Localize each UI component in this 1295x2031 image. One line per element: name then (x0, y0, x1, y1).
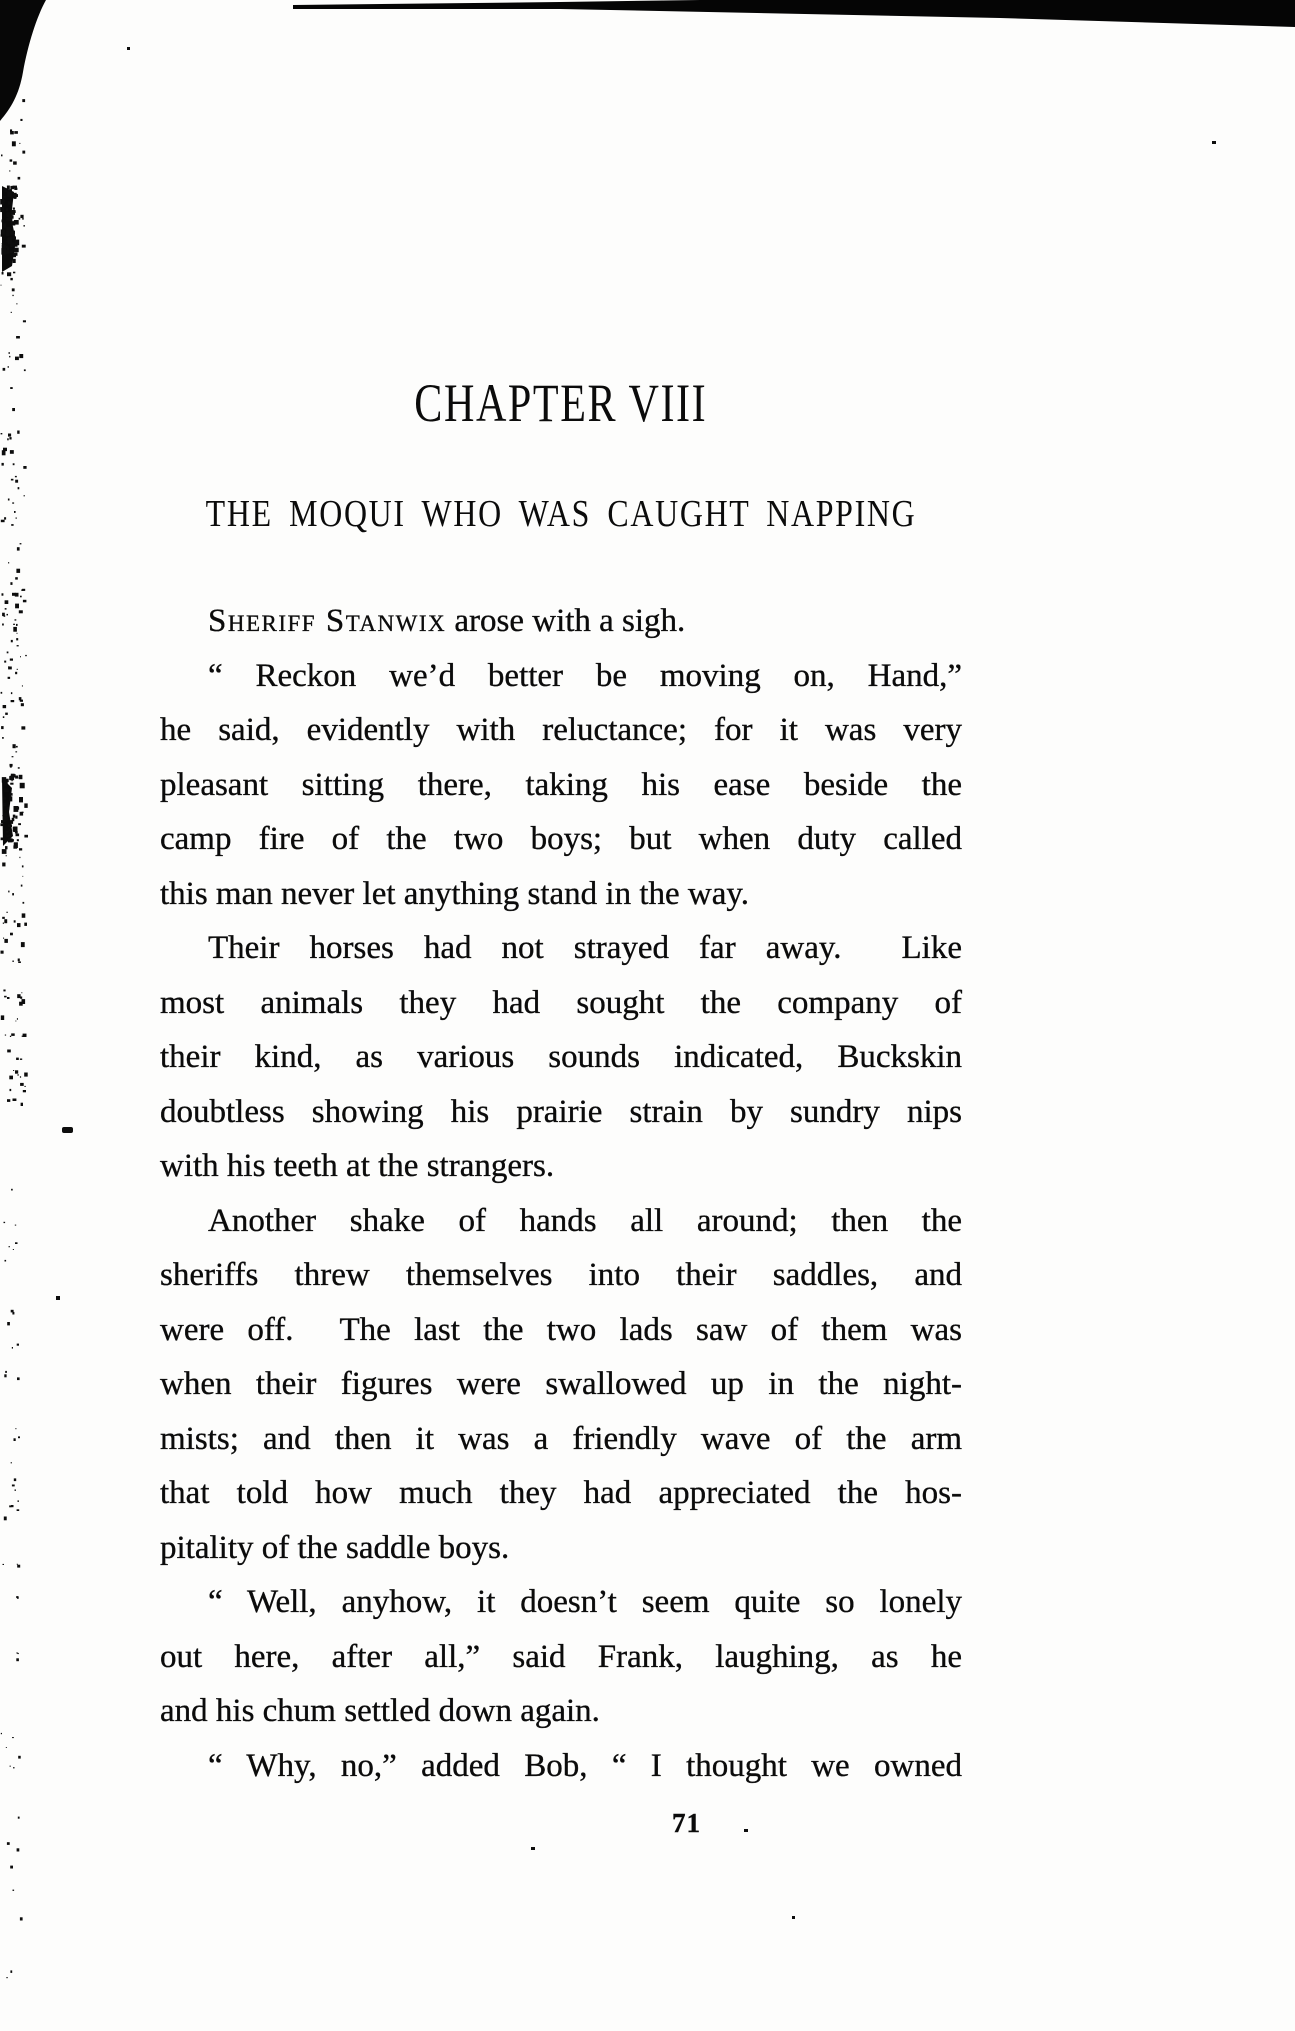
corner-blob-artifact (0, 0, 46, 121)
text-line (160, 594, 962, 649)
line-text: out here, after all,” said Frank, laughing, as he (160, 1638, 962, 1675)
body-text (160, 594, 962, 1793)
chapter-subtitle (120, 492, 1002, 536)
line-text: Their horses had not strayed far away. Like (208, 930, 962, 966)
chapter-heading-text: CHAPTER VIII (414, 373, 708, 433)
left-edge-speckles (0, 99, 28, 1978)
text-line (160, 1739, 962, 1794)
line-text: when their figures were swallowed up in the night- (160, 1366, 962, 1402)
text-line (160, 812, 962, 867)
line-text: pleasant sitting there, taking his ease beside the (160, 766, 962, 803)
chapter-heading (160, 372, 962, 434)
text-line (160, 921, 962, 976)
line-text: camp fire of the two boys; but when duty called (160, 821, 962, 857)
text-line (160, 1466, 962, 1521)
text-line (160, 1303, 962, 1358)
text-line (160, 1085, 962, 1140)
smallcaps-lead: Sheriff Stanwix (208, 603, 447, 639)
text-line (160, 758, 962, 813)
page-number: 71 (672, 1808, 701, 1838)
line-text: most animals they had sought the company of (160, 984, 962, 1021)
line-text: were off. The last the two lads saw of them was (160, 1311, 962, 1348)
left-strip-artifact (2, 186, 16, 272)
text-line (160, 867, 962, 922)
line-text: Another shake of hands all around; then the (208, 1202, 962, 1239)
text-line (160, 1139, 962, 1194)
text-line (160, 1521, 962, 1576)
left-strip-artifact-2 (2, 778, 13, 846)
chapter-subtitle-text: THE MOQUI WHO WAS CAUGHT NAPPING (205, 493, 917, 535)
text-line (160, 976, 962, 1031)
text-line (160, 1030, 962, 1085)
text-line (160, 1630, 962, 1685)
line-text: sheriffs threw themselves into their saddles, and (160, 1257, 962, 1293)
line-text: “ Why, no,” added Bob, “ I thought we owned (208, 1747, 962, 1784)
top-scan-bar-artifact (293, 0, 1295, 27)
text-line (160, 1248, 962, 1303)
line-text: he said, evidently with reluctance; for it was very (160, 712, 962, 748)
text-line (160, 1684, 962, 1739)
line-text: “ Well, anyhow, it doesn’t seem quite so lonely (208, 1584, 962, 1620)
text-line (160, 1575, 962, 1630)
line-text: mists; and then it was a friendly wave of the arm (160, 1420, 962, 1457)
text-line (160, 649, 962, 704)
text-line (160, 1194, 962, 1249)
text-line (160, 1412, 962, 1467)
line-text: and his chum settled down again. (160, 1693, 600, 1729)
line-text: “ Reckon we’d better be moving on, Hand,” (208, 657, 962, 694)
line-text: their kind, as various sounds indicated, Buckskin (160, 1039, 962, 1075)
line-text: arose with a sigh. (446, 603, 686, 639)
line-text: this man never let anything stand in the way. (160, 875, 749, 912)
line-text: doubtless showing his prairie strain by sundry nips (160, 1093, 962, 1130)
text-line (160, 1357, 962, 1412)
line-text: that told how much they had appreciated the hos- (160, 1475, 962, 1511)
text-line (160, 703, 962, 758)
line-text: with his teeth at the strangers. (160, 1148, 555, 1184)
line-text: pitality of the saddle boys. (160, 1529, 510, 1566)
